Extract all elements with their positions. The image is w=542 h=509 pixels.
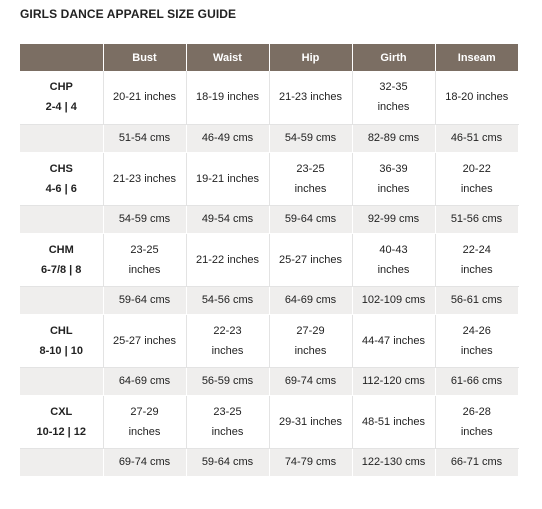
cell-text: 23-25 [130, 243, 159, 256]
table-row-inches [20, 233, 518, 286]
cell-text: inches [211, 344, 244, 357]
cell-text: inches [377, 182, 410, 195]
cell-text: 25-27 inches [113, 334, 176, 347]
header-cell-hip: Hip [269, 44, 352, 71]
table-row-cms [20, 367, 518, 395]
size-range: 4-6 | 6 [45, 182, 77, 195]
cell-text: inches [128, 263, 161, 276]
inches-cell-bust [103, 71, 186, 124]
cell-text: 18-19 inches [196, 91, 259, 104]
cms-cell-inseam: 56-61 cms [435, 286, 518, 314]
size-label-cell [20, 314, 103, 367]
size-label-cell [20, 233, 103, 286]
cms-cell-inseam: 51-56 cms [435, 205, 518, 233]
inches-cell-hip [269, 71, 352, 124]
cms-cell-hip: 54-59 cms [269, 124, 352, 152]
cell-text: inches [377, 263, 410, 276]
table-row-inches [20, 395, 518, 448]
header-cell-inseam: Inseam [435, 44, 518, 71]
cell-text: 20-22 [462, 162, 491, 175]
cell-text: 32-35 [379, 81, 408, 94]
inches-cell-waist [186, 233, 269, 286]
inches-cell-waist [186, 314, 269, 367]
inches-cell-bust [103, 152, 186, 205]
inches-cell-hip [269, 314, 352, 367]
table-row-cms [20, 205, 518, 233]
cms-cell-girth: 82-89 cms [352, 124, 435, 152]
inches-cell-waist [186, 152, 269, 205]
cell-text: 29-31 inches [279, 415, 342, 428]
empty-label-cell [20, 286, 103, 314]
cms-cell-waist: 54-56 cms [186, 286, 269, 314]
cell-text: 26-28 [462, 405, 491, 418]
cell-text: 23-25 [296, 162, 325, 175]
table-body [20, 71, 518, 476]
table-row-cms [20, 124, 518, 152]
size-range: 10-12 | 12 [36, 425, 87, 438]
cell-text: 18-20 inches [445, 91, 509, 104]
inches-cell-hip [269, 233, 352, 286]
cms-cell-girth: 112-120 cms [352, 367, 435, 395]
cms-cell-bust: 69-74 cms [103, 448, 186, 476]
cell-text: 36-39 [379, 162, 408, 175]
cell-text: inches [460, 344, 493, 357]
cms-cell-inseam: 61-66 cms [435, 367, 518, 395]
cms-cell-girth: 102-109 cms [352, 286, 435, 314]
cell-text: 44-47 inches [362, 334, 425, 347]
inches-cell-waist [186, 395, 269, 448]
cms-cell-inseam: 66-71 cms [435, 448, 518, 476]
header-cell-girth: Girth [352, 44, 435, 71]
size-code: CHP [49, 81, 73, 94]
table-row-inches [20, 314, 518, 367]
cell-text: 21-23 inches [279, 91, 342, 104]
cms-cell-waist: 46-49 cms [186, 124, 269, 152]
size-code: CHS [49, 162, 73, 175]
inches-cell-girth [352, 314, 435, 367]
inches-cell-girth [352, 152, 435, 205]
cell-text: 24-26 [462, 324, 491, 337]
size-label-cell [20, 395, 103, 448]
inches-cell-bust [103, 314, 186, 367]
cell-text: 21-22 inches [196, 253, 259, 266]
cms-cell-inseam: 46-51 cms [435, 124, 518, 152]
inches-cell-girth [352, 233, 435, 286]
cell-text: 27-29 [130, 405, 159, 418]
cms-cell-waist: 49-54 cms [186, 205, 269, 233]
table-row-cms [20, 448, 518, 476]
inches-cell-girth [352, 395, 435, 448]
cms-cell-hip: 74-79 cms [269, 448, 352, 476]
inches-cell-hip [269, 152, 352, 205]
size-code: CHM [48, 243, 74, 256]
cms-cell-bust: 64-69 cms [103, 367, 186, 395]
cms-cell-waist: 59-64 cms [186, 448, 269, 476]
size-label-cell [20, 71, 103, 124]
empty-label-cell [20, 124, 103, 152]
inches-cell-inseam [435, 395, 518, 448]
cell-text: inches [377, 101, 410, 114]
cms-cell-bust: 59-64 cms [103, 286, 186, 314]
inches-cell-hip [269, 395, 352, 448]
size-code: CHL [49, 324, 73, 337]
inches-cell-bust [103, 395, 186, 448]
empty-label-cell [20, 367, 103, 395]
cell-text: inches [211, 425, 244, 438]
cms-cell-waist: 56-59 cms [186, 367, 269, 395]
cms-cell-girth: 122-130 cms [352, 448, 435, 476]
cms-cell-bust: 54-59 cms [103, 205, 186, 233]
empty-label-cell [20, 205, 103, 233]
cell-text: 27-29 [296, 324, 325, 337]
cell-text: inches [460, 425, 493, 438]
inches-cell-girth [352, 71, 435, 124]
inches-cell-inseam [435, 71, 518, 124]
cms-cell-hip: 59-64 cms [269, 205, 352, 233]
cell-text: 21-23 inches [113, 172, 176, 185]
inches-cell-waist [186, 71, 269, 124]
cms-cell-girth: 92-99 cms [352, 205, 435, 233]
cell-text: 19-21 inches [196, 172, 259, 185]
cell-text: 40-43 [379, 243, 408, 256]
size-code: CXL [50, 405, 73, 418]
cms-cell-bust: 51-54 cms [103, 124, 186, 152]
inches-cell-inseam [435, 233, 518, 286]
cell-text: 23-25 [213, 405, 242, 418]
size-guide-table [20, 44, 519, 477]
size-range: 6-7/8 | 8 [41, 263, 82, 276]
cell-text: inches [128, 425, 161, 438]
size-range: 8-10 | 10 [39, 344, 83, 357]
table-row-inches [20, 152, 518, 205]
header-cell-size [20, 44, 103, 71]
table-row-cms [20, 286, 518, 314]
inches-cell-inseam [435, 314, 518, 367]
table-row-inches [20, 71, 518, 124]
size-range: 2-4 | 4 [45, 101, 77, 114]
cell-text: 22-24 [462, 243, 491, 256]
cell-text: 20-21 inches [113, 91, 176, 104]
inches-cell-bust [103, 233, 186, 286]
size-label-cell [20, 152, 103, 205]
header-row [20, 44, 518, 71]
cms-cell-hip: 69-74 cms [269, 367, 352, 395]
empty-label-cell [20, 448, 103, 476]
inches-cell-inseam [435, 152, 518, 205]
table-header [20, 44, 518, 71]
cell-text: 25-27 inches [279, 253, 342, 266]
cell-text: inches [294, 182, 327, 195]
header-cell-waist: Waist [186, 44, 269, 71]
cell-text: 22-23 [213, 324, 242, 337]
cell-text: inches [460, 182, 493, 195]
cell-text: inches [294, 344, 327, 357]
header-cell-bust: Bust [103, 44, 186, 71]
cms-cell-hip: 64-69 cms [269, 286, 352, 314]
page-title: GIRLS DANCE APPAREL SIZE GUIDE [20, 7, 237, 21]
cell-text: 48-51 inches [362, 415, 425, 428]
cell-text: inches [460, 263, 493, 276]
